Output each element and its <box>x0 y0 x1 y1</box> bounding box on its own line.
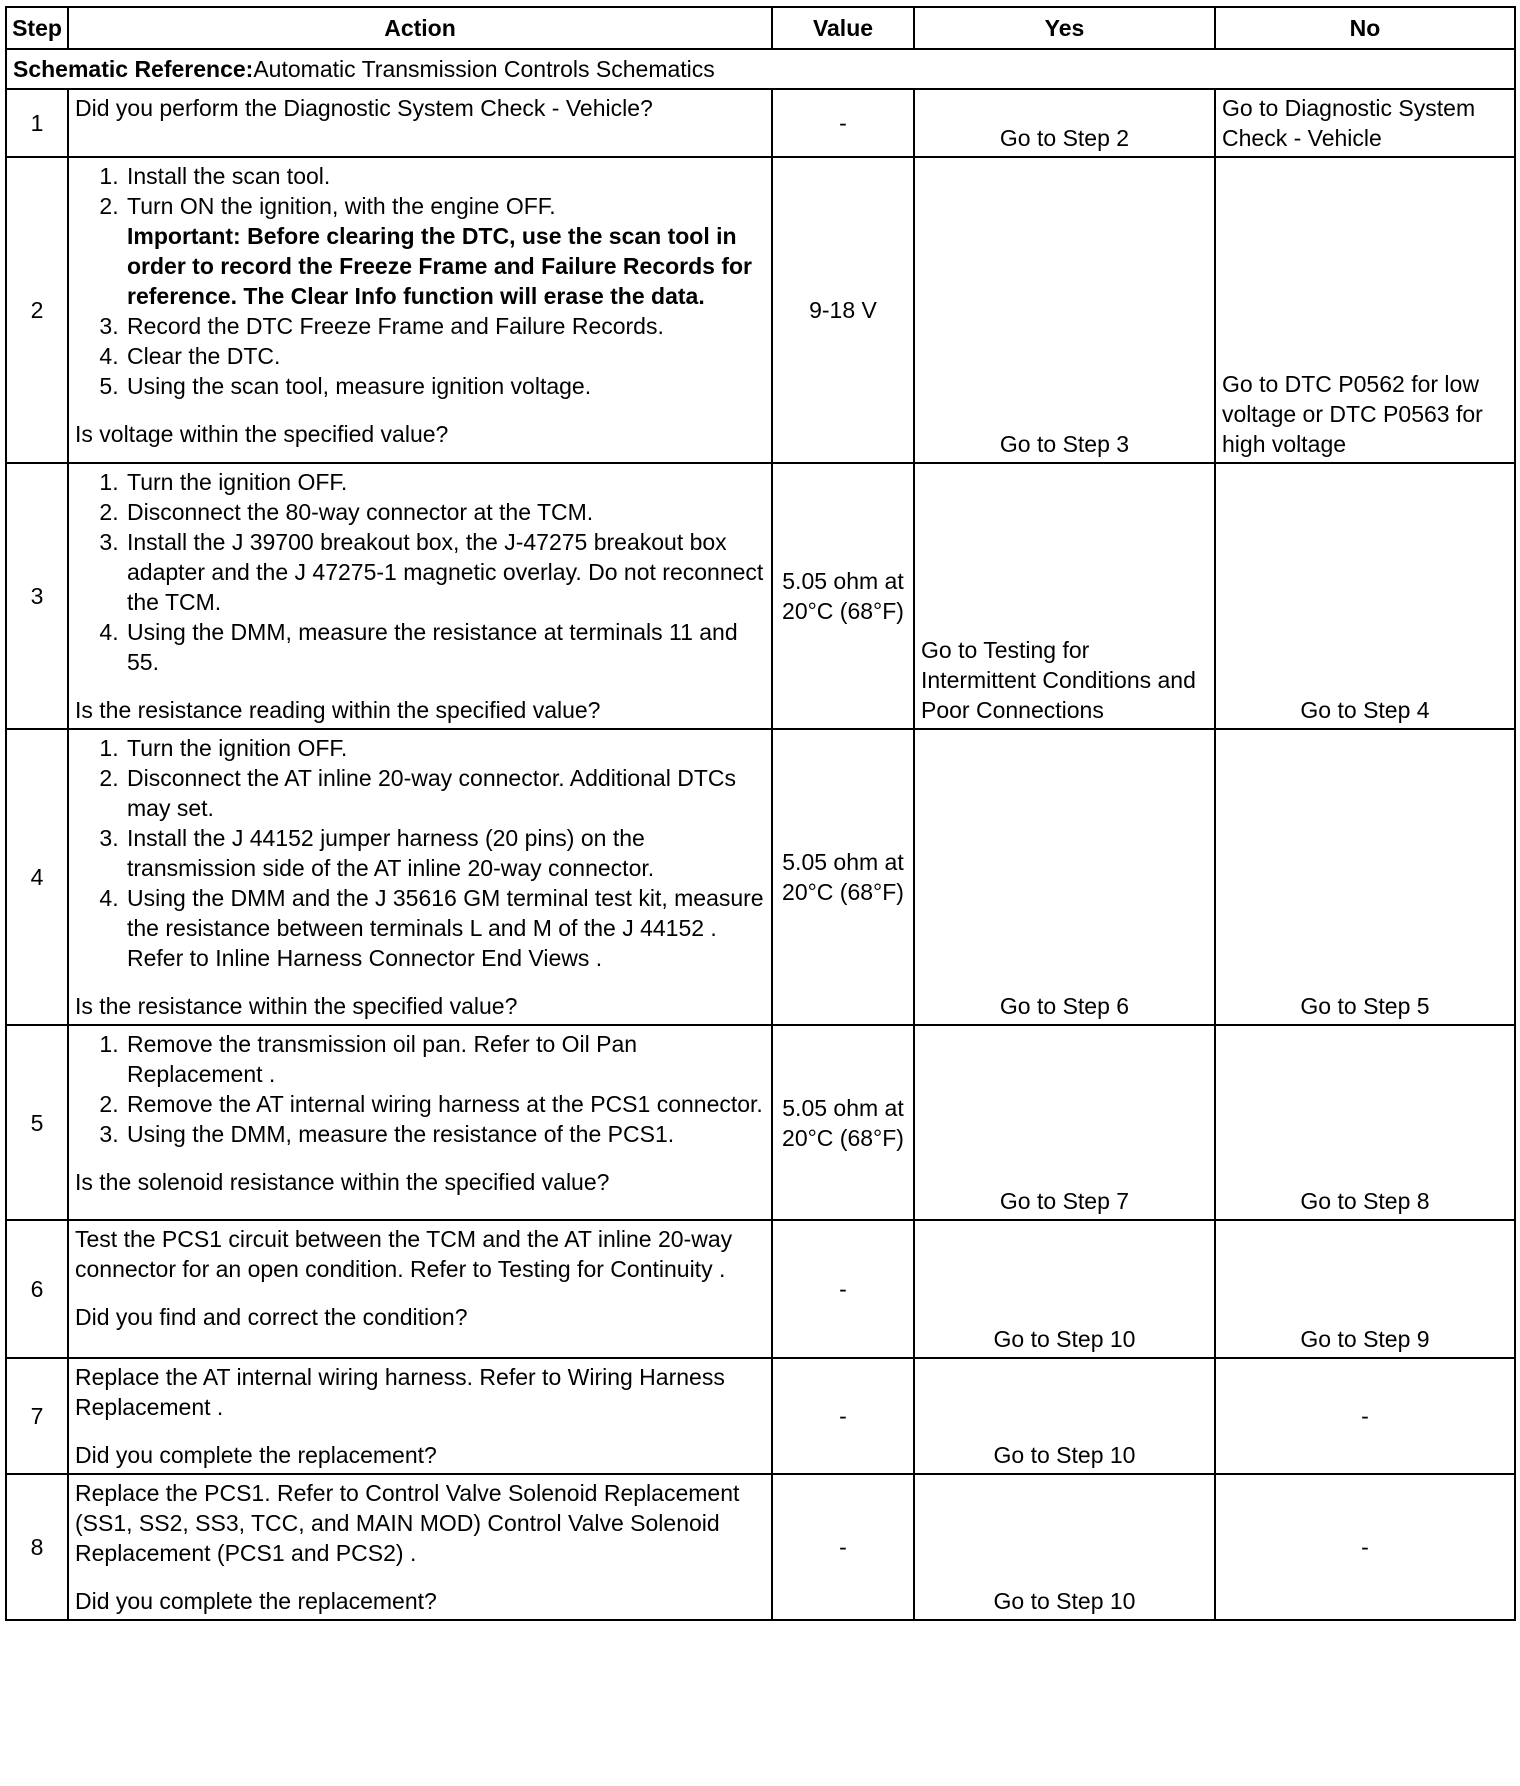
step-number: 3 <box>6 463 68 729</box>
table-row <box>6 157 1515 463</box>
list-item: 3. Install the J 39700 breakout box, the J-47275 breakout box adapter and the J 47275-1 magnetic overlay. Do not reconnect the TCM. <box>125 527 765 617</box>
action-cell <box>68 1220 772 1358</box>
yes-cell[interactable]: Go to Testing for Intermittent Conditions and Poor Connections <box>914 463 1215 729</box>
value-cell: - <box>772 1220 914 1358</box>
action-cell <box>68 463 772 729</box>
yes-cell[interactable]: Go to Step 3 <box>914 157 1215 463</box>
value-cell: 5.05 ohm at 20°C (68°F) <box>772 729 914 1025</box>
schematic-reference <box>6 49 1515 89</box>
step-number: 8 <box>6 1474 68 1620</box>
schematic-link[interactable]: Automatic Transmission Controls Schematics <box>253 56 715 82</box>
table-row <box>6 89 1515 157</box>
action-cell <box>68 157 772 463</box>
schematic-row <box>6 49 1515 89</box>
action-list <box>75 733 765 973</box>
list-item: 3. Using the DMM, measure the resistance of the PCS1. <box>125 1119 765 1149</box>
list-item: 2. Disconnect the AT inline 20-way connector. Additional DTCs may set. <box>125 763 765 823</box>
value-cell: - <box>772 1474 914 1620</box>
header-row <box>6 7 1515 49</box>
table-row <box>6 1474 1515 1620</box>
step-number: 6 <box>6 1220 68 1358</box>
important-note: Important: Before clearing the DTC, use the scan tool in order to record the Freeze Frame and Failure Records for reference. The Clear Info function will erase the data. <box>127 223 752 309</box>
action-cell <box>68 1025 772 1220</box>
step-number: 4 <box>6 729 68 1025</box>
action-text: Replace the PCS1. Refer to Control Valve Solenoid Replacement (SS1, SS2, SS3, TCC, and MAIN MOD) Control Valve Solenoid Replacement (PCS1 and PCS2) . <box>75 1480 740 1566</box>
schematic-label: Schematic Reference: <box>13 56 254 82</box>
yes-cell[interactable]: Go to Step 7 <box>914 1025 1215 1220</box>
list-item: 3. Record the DTC Freeze Frame and Failure Records. <box>125 311 765 341</box>
no-cell[interactable]: Go to Step 5 <box>1215 729 1515 1025</box>
header-step: Step <box>6 7 68 49</box>
action-text: Replace the AT internal wiring harness. Refer to Wiring Harness Replacement . <box>75 1364 725 1420</box>
table-row <box>6 463 1515 729</box>
action-text: Test the PCS1 circuit between the TCM and the AT inline 20-way connector for an open condition. Refer to Testing for Continuity . <box>75 1226 733 1282</box>
list-item: 4. Using the DMM, measure the resistance at terminals 11 and 55. <box>125 617 765 677</box>
table-row <box>6 1358 1515 1474</box>
step-number: 1 <box>6 89 68 157</box>
no-cell: - <box>1215 1358 1515 1474</box>
yes-cell[interactable]: Go to Step 10 <box>914 1358 1215 1474</box>
table-row <box>6 729 1515 1025</box>
list-item: 1. Remove the transmission oil pan. Refer to Oil Pan Replacement . <box>125 1029 765 1089</box>
yes-cell[interactable]: Go to Step 2 <box>914 89 1215 157</box>
action-cell: Did you perform the Diagnostic System Check - Vehicle? <box>68 89 772 157</box>
no-cell[interactable]: Go to Step 4 <box>1215 463 1515 729</box>
value-cell: 5.05 ohm at 20°C (68°F) <box>772 463 914 729</box>
table-row <box>6 1220 1515 1358</box>
question-text: Did you complete the replacement? <box>75 1442 437 1468</box>
list-item: 2. Turn ON the ignition, with the engine OFF. Important: Before clearing the DTC, use the scan tool in order to record the Freeze Frame and Failure Records for reference. The Clear Info function will erase the data. <box>125 191 765 311</box>
step-number: 7 <box>6 1358 68 1474</box>
list-item: 1. Turn the ignition OFF. <box>125 733 765 763</box>
list-item: 2. Remove the AT internal wiring harness at the PCS1 connector. <box>125 1089 765 1119</box>
action-list <box>75 467 765 677</box>
no-cell[interactable]: Go to Step 9 <box>1215 1220 1515 1358</box>
question-text: Did you complete the replacement? <box>75 1588 437 1614</box>
question-text: Is voltage within the specified value? <box>75 421 449 447</box>
no-cell: - <box>1215 1474 1515 1620</box>
action-list <box>75 161 765 401</box>
no-cell[interactable]: Go to DTC P0562 for low voltage or DTC P0563 for high voltage <box>1215 157 1515 463</box>
question-text: Is the resistance within the specified value? <box>75 993 518 1019</box>
list-item: 5. Using the scan tool, measure ignition voltage. <box>125 371 765 401</box>
no-cell[interactable]: Go to Diagnostic System Check - Vehicle <box>1215 89 1515 157</box>
question-text: Is the solenoid resistance within the specified value? <box>75 1169 610 1195</box>
step-number: 2 <box>6 157 68 463</box>
no-cell[interactable]: Go to Step 8 <box>1215 1025 1515 1220</box>
list-item: 4. Using the DMM and the J 35616 GM terminal test kit, measure the resistance between terminals L and M of the J 44152 . Refer to Inline Harness Connector End Views . <box>125 883 765 973</box>
diagnostic-table <box>5 6 1516 1621</box>
value-cell: - <box>772 1358 914 1474</box>
yes-cell[interactable]: Go to Step 10 <box>914 1474 1215 1620</box>
header-yes: Yes <box>914 7 1215 49</box>
diagnostic-table-container <box>5 6 1516 1621</box>
action-cell <box>68 729 772 1025</box>
step-number: 5 <box>6 1025 68 1220</box>
header-action: Action <box>68 7 772 49</box>
table-row <box>6 1025 1515 1220</box>
list-item: 1. Turn the ignition OFF. <box>125 467 765 497</box>
value-cell: 9-18 V <box>772 157 914 463</box>
action-cell <box>68 1474 772 1620</box>
value-cell: 5.05 ohm at 20°C (68°F) <box>772 1025 914 1220</box>
header-no: No <box>1215 7 1515 49</box>
question-text: Is the resistance reading within the specified value? <box>75 697 601 723</box>
list-item: 2. Disconnect the 80-way connector at the TCM. <box>125 497 765 527</box>
value-cell: - <box>772 89 914 157</box>
action-list <box>75 1029 765 1149</box>
yes-cell[interactable]: Go to Step 6 <box>914 729 1215 1025</box>
question-text: Did you find and correct the condition? <box>75 1304 468 1330</box>
action-cell <box>68 1358 772 1474</box>
yes-cell[interactable]: Go to Step 10 <box>914 1220 1215 1358</box>
list-item: 4. Clear the DTC. <box>125 341 765 371</box>
list-item: 1. Install the scan tool. <box>125 161 765 191</box>
list-item: 3. Install the J 44152 jumper harness (20 pins) on the transmission side of the AT inline 20-way connector. <box>125 823 765 883</box>
header-value: Value <box>772 7 914 49</box>
